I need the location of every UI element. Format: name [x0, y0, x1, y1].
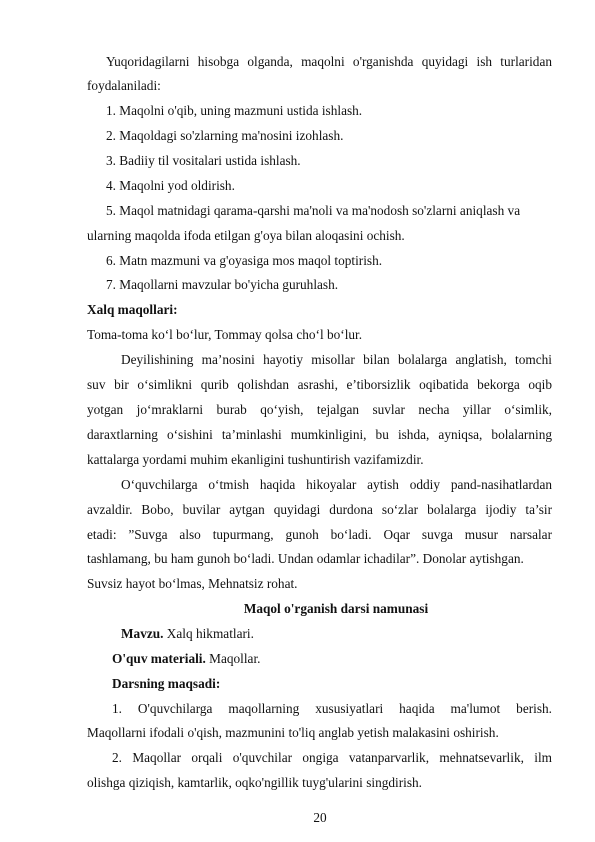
section-title: Maqol o'rganish darsi namunasi — [243, 601, 429, 616]
material-label: O'quv materiali. — [112, 651, 206, 666]
paragraph-line: kattalarga yordami muhim ekanligini tushuntirish vazifamizdir. — [87, 452, 424, 467]
list-item: 2. Maqoldagi so'zlarning ma'nosini izohlash. — [106, 128, 344, 143]
material-line — [112, 651, 552, 667]
topic-label: Mavzu. — [121, 626, 164, 641]
goal-item: 1. O'quvchilarga maqollarning xususiyatlari haqida ma'lumot berish. — [112, 701, 552, 716]
paragraph-line: yotgan jo‘mraklarni burab qo‘yish, tejalgan suvlar necha yillar o‘simlik, — [87, 402, 552, 417]
section-heading: Xalq maqollari: — [87, 302, 178, 317]
list-item: 1. Maqolni o'qib, uning mazmuni ustida ishlash. — [106, 103, 363, 118]
goal-item-continuation: olishga qiziqish, kamtarlik, oqko'ngillik tuyg'ularini singdirish. — [87, 775, 422, 790]
list-item: 6. Matn mazmuni va g'oyasiga mos maqol toptirish. — [106, 253, 383, 268]
proverb-line: Toma-toma ko‘l bo‘lur, Tommay qolsa cho‘l bo‘lur. — [87, 327, 363, 342]
proverb-line: Suvsiz hayot bo‘lmas, Mehnatsiz rohat. — [87, 576, 298, 591]
paragraph-line: daraxtlarning o‘sishini ta’minlashi mumkinligini, bu ishda, ayniqsa, bolalarning — [87, 427, 552, 442]
list-item: 7. Maqollarni mavzular bo'yicha guruhlash. — [106, 277, 339, 292]
paragraph-line: Yuqoridagilarni hisobga olganda, maqolni o'rganishda quyidagi ish turlaridan — [106, 54, 552, 69]
paragraph-line: tashlamang, bu ham gunoh bo‘ladi. Undan odamlar ichadilar”. Donolar aytishgan. — [87, 551, 524, 566]
paragraph-line: suv bir o‘simlikni qurib qolishdan asrashi, e’tiborsizlik oqibatida bekorga oqib — [87, 377, 552, 392]
list-item: 4. Maqolni yod oldirish. — [106, 178, 235, 193]
paragraph-line: O‘quvchilarga o‘tmish haqida hikoyalar aytish oddiy pand-nasihatlardan — [121, 477, 552, 492]
paragraph-line: etadi: ”Suvga also tupurmang, gunoh bo‘ladi. Oqar suvga musur narsalar — [87, 527, 552, 542]
goal-item: 2. Maqollar orqali o'quvchilar ongiga vatanparvarlik, mehnatsevarlik, ilm — [112, 750, 552, 765]
list-item: 5. Maqol matnidagi qarama-qarshi ma'noli va ma'nodosh so'zlarni aniqlash va — [106, 203, 521, 218]
topic-value: Xalq hikmatlari. — [163, 626, 254, 641]
goal-heading: Darsning maqsadi: — [112, 676, 221, 691]
material-value: Maqollar. — [205, 651, 261, 666]
paragraph-line: Deyilishining ma’nosini hayotiy misollar bilan bolalarga anglatish, tomchi — [121, 352, 552, 367]
list-item-continuation: ularning maqolda ifoda etilgan g'oya bilan aloqasini ochish. — [87, 228, 405, 243]
paragraph-line: foydalaniladi: — [87, 78, 161, 93]
list-item: 3. Badiiy til vositalari ustida ishlash. — [106, 153, 301, 168]
topic-line — [121, 626, 552, 642]
page-number: 20 — [313, 810, 327, 825]
paragraph-line: avzaldir. Bobo, buvilar aytgan quyidagi durdona so‘zlar bolalarga ijodiy ta’sir — [87, 502, 552, 517]
goal-item-continuation: Maqollarni ifodali o'qish, mazmunini to'liq anglab yetish malakasini oshirish. — [87, 725, 499, 740]
